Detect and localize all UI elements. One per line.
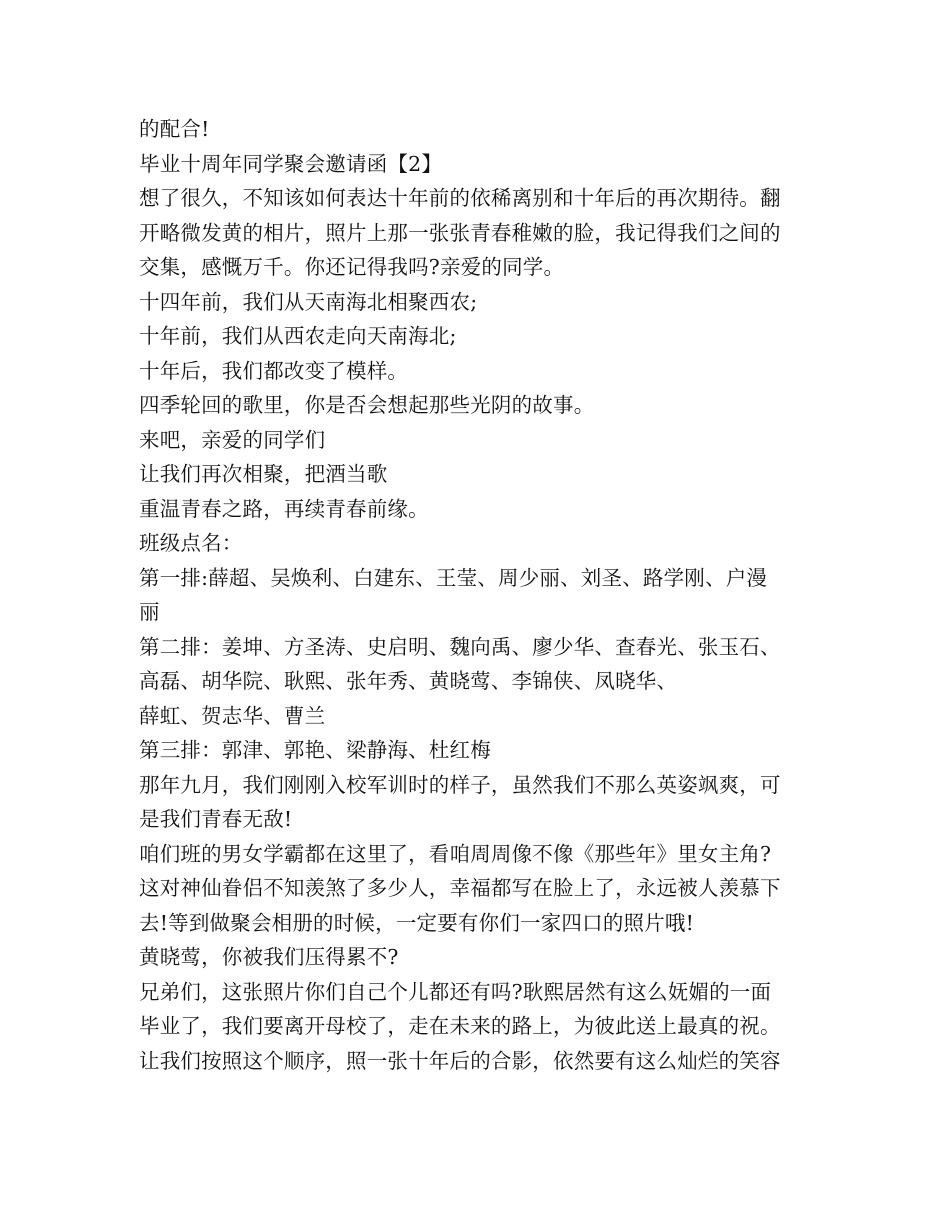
- text-line: 第三排：郭津、郭艳、梁静海、杜红梅: [139, 738, 491, 762]
- text-line: 那年九月，我们刚刚入校军训时的样子，虽然我们不那么英姿飒爽，可: [139, 772, 781, 797]
- text-line: 想了很久，不知该如何表达十年前的依稀离别和十年后的再次期待。翻: [139, 186, 781, 210]
- section-heading: 毕业十周年同学聚会邀请函【2】: [139, 151, 443, 176]
- document-body: [139, 112, 819, 1078]
- text-line: 四季轮回的歌里，你是否会想起那些光阴的故事。: [139, 393, 595, 417]
- text-line: 高磊、胡华院、耿熙、张年秀、黄晓莺、李锦侠、凤晓华、: [139, 669, 678, 693]
- text-line: 丽: [139, 600, 160, 624]
- text-line: 来吧，亲爱的同学们: [139, 427, 326, 452]
- text-line: 第二排：姜坤、方圣涛、史启明、魏向禹、廖少华、查春光、张玉石、: [139, 634, 781, 659]
- text-line: 这对神仙眷侣不知羡煞了多少人，幸福都写在脸上了，永远被人羡慕下: [139, 876, 781, 900]
- text-line: 重温青春之路，再续青春前缘。: [139, 496, 429, 521]
- text-line: 去!等到做聚会相册的时候，一定要有你们一家四口的照片哦!: [139, 910, 695, 935]
- text-line: 交集，感慨万千。你还记得我吗?亲爱的同学。: [139, 255, 565, 279]
- text-line: 第一排:薛超、吴焕利、白建东、王莹、周少丽、刘圣、路学刚、户漫: [139, 565, 768, 590]
- text-line: 让我们按照这个顺序，照一张十年后的合影，依然要有这么灿烂的笑容: [139, 1048, 781, 1073]
- text-line: 十年前，我们从西农走向天南海北;: [139, 324, 457, 348]
- text-line: 开略微发黄的相片，照片上那一张张青春稚嫩的脸，我记得我们之间的: [139, 220, 781, 245]
- text-line: 班级点名：: [139, 531, 243, 555]
- text-line: 的配合!: [139, 117, 210, 141]
- text-line: 咱们班的男女学霸都在这里了，看咱周周像不像《那些年》里女主角?: [139, 841, 772, 866]
- text-line: 十四年前，我们从天南海北相聚西农;: [139, 289, 478, 314]
- text-line: 让我们再次相聚，把酒当歌: [139, 462, 388, 486]
- text-line: 薛虹、贺志华、曹兰: [139, 703, 326, 728]
- text-line: 兄弟们，这张照片你们自己个儿都还有吗?耿熙居然有这么妩媚的一面: [139, 979, 772, 1004]
- text-line: 毕业了，我们要离开母校了，走在未来的路上，为彼此送上最真的祝。: [139, 1014, 781, 1038]
- text-line: 十年后，我们都改变了模样。: [139, 358, 409, 383]
- text-line: 是我们青春无敌!: [139, 807, 293, 831]
- text-line: 黄晓莺，你被我们压得累不?: [139, 945, 399, 969]
